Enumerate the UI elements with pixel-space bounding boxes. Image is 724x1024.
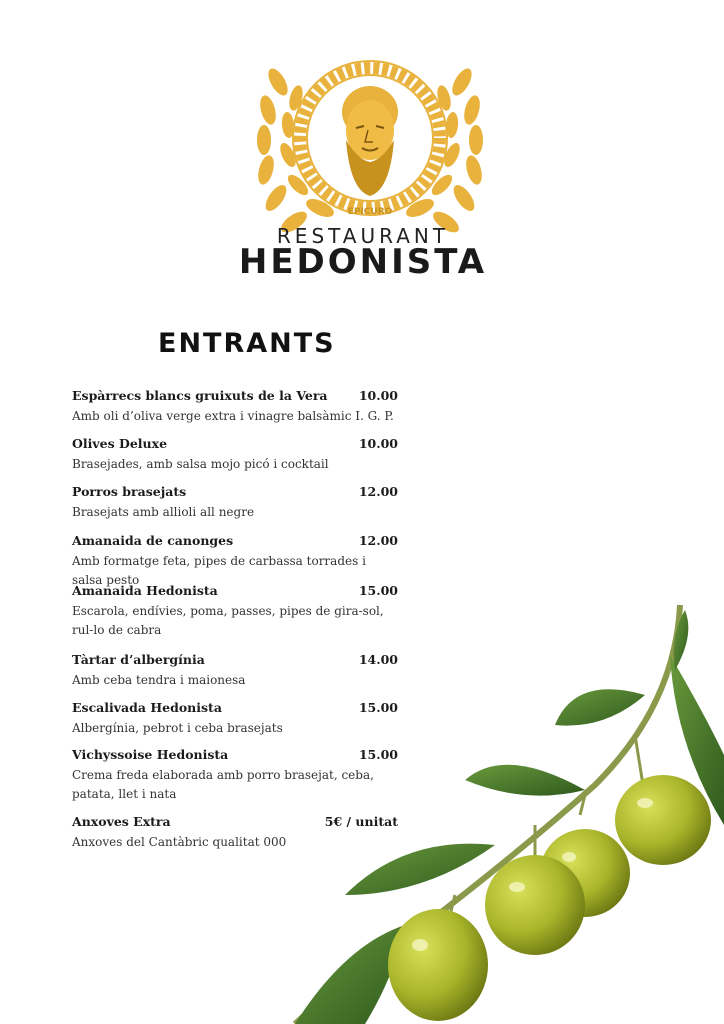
brand-name: HEDONISTA [238,242,488,282]
item-name: Vichyssoise Hedonista [72,747,229,762]
item-description: Brasejades, amb salsa mojo picó i cocktail [72,457,329,471]
item-name: Tàrtar d’albergínia [72,652,205,667]
item-name: Amanaida de canonges [72,533,234,548]
olive-leaf [555,689,645,725]
item-description: Albergínia, pebrot i ceba brasejats [72,721,283,735]
item-name: Olives Deluxe [72,436,168,451]
item-price: 15.00 [358,747,398,762]
item-price: 10.00 [358,436,398,451]
item-price: 15.00 [358,700,398,715]
item-price: 14.00 [358,652,398,667]
olive-fruit [485,855,585,955]
item-description: Escarola, endívies, poma, passes, pipes de gira-sol, rul-lo de cabra [72,604,384,637]
item-description: Brasejats amb allioli all negre [72,505,255,519]
item-description: Anxoves del Cantàbric qualitat 000 [72,835,287,849]
item-description: Crema freda elaborada amb porro brasejat, ceba, patata, llet i nata [72,768,374,801]
olive-fruit [615,775,711,865]
item-description: Amb ceba tendra i maionesa [72,673,246,687]
olive-branch-illustration [255,595,724,1024]
item-name: Escalivada Hedonista [72,700,222,715]
item-price: 5€ / unitat [324,814,398,829]
item-description: Amb oli d’oliva verge extra i vinagre balsàmic I. G. P. [72,409,394,423]
item-name: Espàrrecs blancs gruixuts de la Vera [72,388,328,403]
brand-restaurant-label: RESTAURANT [276,224,450,248]
menu-item [72,388,398,436]
olive-leaf [465,765,585,796]
item-price: 10.00 [358,388,398,403]
item-price: 15.00 [358,583,398,598]
menu-item [72,533,398,587]
epicurus-bust-icon [342,86,398,196]
olive-fruit [388,909,488,1021]
olive-leaf [295,925,405,1024]
item-price: 12.00 [358,533,398,548]
item-price: 12.00 [358,484,398,499]
item-name: Amanaida Hedonista [72,583,218,598]
menu-item [72,484,398,533]
item-description: Amb formatge feta, pipes de carbassa torrades i salsa pesto [72,554,366,587]
seal-text: EPICURO [347,207,393,217]
item-name: Anxoves Extra [72,814,171,829]
section-title: ENTRANTS [158,328,336,359]
menu-item [72,436,398,484]
item-name: Porros brasejats [72,484,187,499]
